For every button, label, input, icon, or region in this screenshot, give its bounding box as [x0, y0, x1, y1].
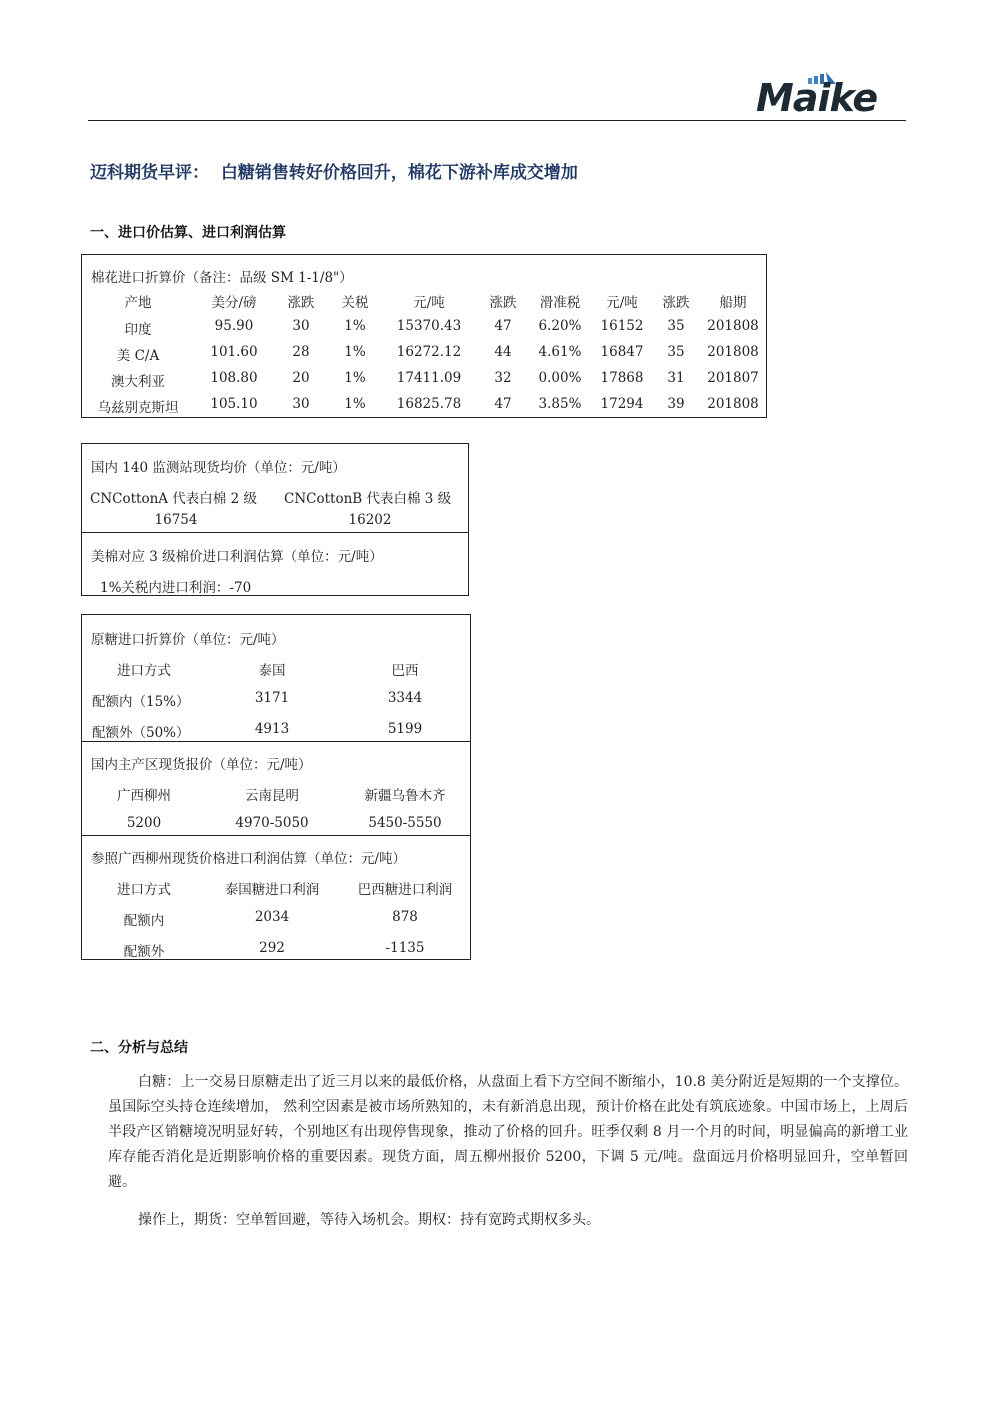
analysis-paragraph: 白糖：上一交易日原糖走出了近三月以来的最低价格，从盘面上看下方空间不断缩小，10.8 美分附近是短期的一个支撑位。虽国际空头持仓连续增加， 然利空因素是被市场所熟知的，未有新消息出现，预计价格在此处有筑底迹象。中国市场上，上周后半段产区销糖境况明显好转，个别地区有出现停售现象，推动了价格的回升。旺季仅剩 8 月一个月的时间，明显偏高的新增工业库存能否消化是近期影响价格的重要因素。现货方面，周五柳州报价 5200，下调 5 元/吨。盘面远月价格明显回升，空单暂回避。: [108, 1074, 908, 1190]
table-cell: 印度: [124, 322, 152, 338]
cncotton-b-label: CNCottonB 代表白棉 3 级: [284, 491, 452, 507]
table-cell: 47: [494, 396, 512, 412]
sugar-profit-caption: 参照广西柳州现货价格进口利润估算（单位：元/吨）: [91, 851, 407, 867]
col-header: 产地: [124, 295, 152, 311]
table-cell: 201808: [707, 318, 759, 334]
table-cell: -1135: [385, 940, 425, 956]
table-cell: 16272.12: [396, 344, 462, 360]
table-cell: 0.00%: [538, 370, 582, 386]
table-cell: 配额外: [123, 944, 165, 960]
col-header: 美分/磅: [211, 295, 257, 311]
table-cell: 配额内（15%）: [92, 694, 190, 710]
col-header: 泰国糖进口利润: [224, 882, 320, 898]
table-cell: 35: [667, 318, 685, 334]
table-cell: 16825.78: [396, 396, 462, 412]
table-cell: 30: [292, 396, 310, 412]
col-header: 新疆乌鲁木齐: [364, 788, 446, 804]
table-cell: 39: [667, 396, 685, 412]
table-cell: 乌兹别克斯坦: [97, 400, 179, 416]
table-cell: 32: [494, 370, 512, 386]
table-cell: 20: [292, 370, 310, 386]
col-header: 泰国: [258, 663, 286, 679]
table-cell: 201807: [707, 370, 759, 386]
cncotton-a-label: CNCottonA 代表白棉 2 级: [90, 491, 257, 507]
table-cell: 16847: [600, 344, 644, 360]
table-cell: 30: [292, 318, 310, 334]
table-cell: 1%: [344, 318, 366, 334]
col-header: 涨跌: [287, 295, 315, 311]
col-header: 滑准税: [539, 295, 581, 311]
col-header: 船期: [719, 295, 747, 311]
table-cell: 5199: [387, 721, 423, 737]
table-cell: 3171: [254, 690, 290, 706]
table-cell: 17411.09: [396, 370, 462, 386]
table-cell: 6.20%: [538, 318, 582, 334]
table-cell: 2034: [254, 909, 290, 925]
table-cell: 4970-5050: [235, 815, 309, 831]
table-cell: 16152: [600, 318, 644, 334]
cncotton-b-value: 16202: [348, 512, 392, 528]
table-cell: 5200: [126, 815, 162, 831]
col-header: 巴西: [391, 663, 419, 679]
col-header: 关税: [341, 295, 369, 311]
col-header: 巴西糖进口利润: [357, 882, 453, 898]
table-cell: 澳大利亚: [111, 374, 165, 390]
table-cell: 95.90: [214, 318, 254, 334]
cncotton-a-value: 16754: [154, 512, 198, 528]
section-2-title: 二、分析与总结: [90, 1040, 188, 1056]
table-cell: 17868: [600, 370, 644, 386]
cotton-profit-text: 1%关税内进口利润：-70: [100, 580, 252, 596]
divider: [82, 532, 468, 533]
table-cell: 4913: [254, 721, 290, 737]
table-cell: 5450-5550: [368, 815, 442, 831]
maike-logo: [756, 72, 896, 120]
sugar-import-caption: 原糖进口折算价（单位：元/吨）: [91, 632, 285, 648]
table-cell: 1%: [344, 370, 366, 386]
table-cell: 1%: [344, 344, 366, 360]
divider: [82, 741, 470, 742]
table-cell: 配额外（50%）: [92, 725, 190, 741]
col-header: 涨跌: [662, 295, 690, 311]
cotton-import-table: [81, 254, 767, 418]
document-title: 迈科期货早评： 白糖销售转好价格回升，棉花下游补库成交增加: [90, 163, 578, 183]
col-header: 元/吨: [413, 295, 445, 311]
table-cell: 201808: [707, 344, 759, 360]
col-header: 进口方式: [117, 882, 171, 898]
table-cell: 美 C/A: [116, 348, 160, 364]
cotton-domestic-caption: 国内 140 监测站现货均价（单位：元/吨）: [91, 460, 346, 476]
col-header: 进口方式: [117, 663, 171, 679]
table-cell: 1%: [344, 396, 366, 412]
operation-paragraph: 操作上，期货：空单暂回避，等待入场机会。期权：持有宽跨式期权多头。: [138, 1212, 600, 1228]
table-cell: 31: [667, 370, 685, 386]
table-cell: 3.85%: [538, 396, 582, 412]
table-cell: 17294: [600, 396, 644, 412]
table-cell: 3344: [387, 690, 423, 706]
section-1-title: 一、进口价估算、进口利润估算: [90, 225, 286, 241]
col-header: 涨跌: [489, 295, 517, 311]
table-cell: 47: [494, 318, 512, 334]
cotton-domestic-box: [81, 443, 469, 596]
table-cell: 配额内: [123, 913, 165, 929]
table-cell: 105.10: [210, 396, 258, 412]
table-cell: 108.80: [210, 370, 258, 386]
col-header: 元/吨: [606, 295, 638, 311]
divider: [82, 835, 470, 836]
table-cell: 201808: [707, 396, 759, 412]
col-header: 云南昆明: [245, 788, 299, 804]
table-cell: 44: [494, 344, 512, 360]
table-cell: 4.61%: [538, 344, 582, 360]
table-cell: 15370.43: [396, 318, 462, 334]
table-cell: 101.60: [210, 344, 258, 360]
table-cell: 292: [259, 940, 285, 956]
table-cell: 878: [392, 909, 418, 925]
sugar-spot-caption: 国内主产区现货报价（单位：元/吨）: [91, 757, 312, 773]
table-cell: 35: [667, 344, 685, 360]
logo-text: Maike: [756, 76, 878, 120]
cotton-import-caption: 棉花进口折算价（备注：品级 SM 1-1/8"）: [91, 270, 353, 286]
cotton-profit-caption: 美棉对应 3 级棉价进口利润估算（单位：元/吨）: [91, 549, 383, 565]
table-cell: 28: [292, 344, 310, 360]
header-rule: [88, 120, 906, 121]
sugar-box: [81, 614, 471, 960]
col-header: 广西柳州: [117, 788, 171, 804]
